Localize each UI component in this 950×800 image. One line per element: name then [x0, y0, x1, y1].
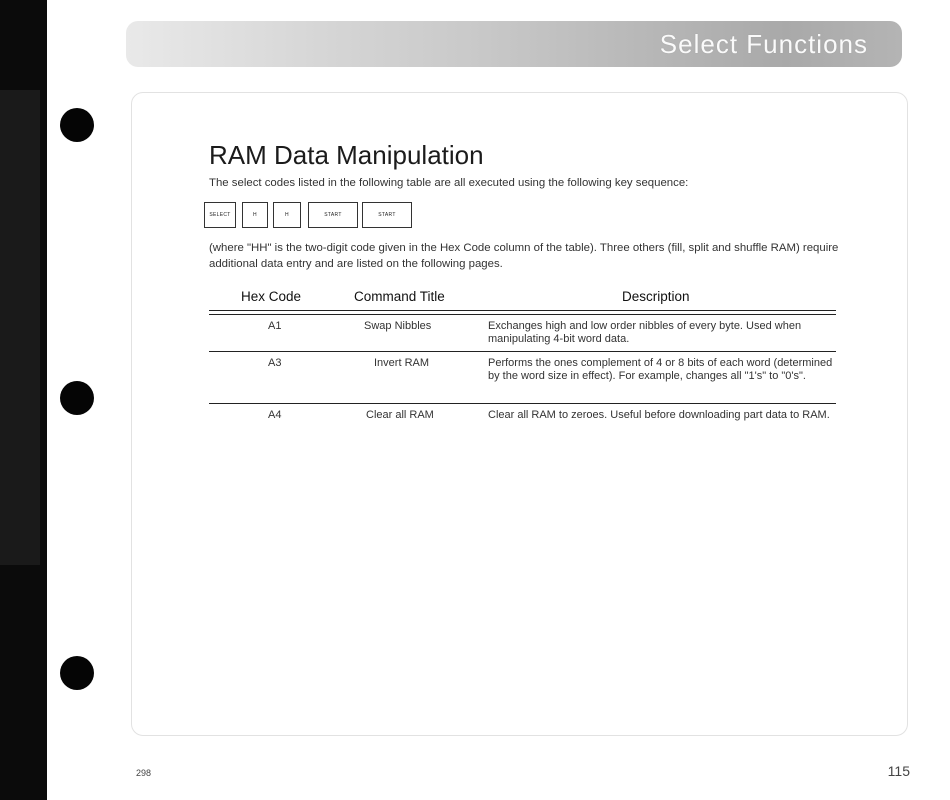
cell-title: Invert RAM	[374, 357, 430, 369]
table-rule	[209, 310, 836, 311]
row-divider	[209, 403, 836, 404]
table-rule	[209, 314, 836, 315]
page-heading: RAM Data Manipulation	[209, 140, 484, 170]
binder-hole	[60, 381, 94, 415]
binder-hole	[60, 656, 94, 690]
key-start: START	[308, 202, 358, 228]
cell-hex: A1	[268, 320, 282, 332]
key-h: H	[273, 202, 301, 228]
binding-margin	[0, 0, 47, 800]
row-divider	[209, 351, 836, 352]
cell-desc: Performs the ones complement of 4 or 8 bits of each word (determined by the word size in effect). For example, changes all "1's" to "0's".	[488, 357, 833, 382]
left-page-number: 298	[136, 768, 152, 778]
note-text: (where "HH" is the two-digit code given in the Hex Code column of the table). Three others (fill, split and shuffle RAM) require additional data entry and are listed on the following pages.	[209, 242, 839, 270]
key-start: START	[362, 202, 412, 228]
key-select: SELECT	[204, 202, 236, 228]
cell-hex: A3	[268, 357, 282, 369]
col-header-hex: Hex Code	[241, 289, 302, 304]
binder-hole	[60, 108, 94, 142]
cell-title: Clear all RAM	[366, 409, 434, 421]
cell-title: Swap Nibbles	[364, 320, 432, 332]
section-title: Select Functions	[659, 29, 868, 59]
cell-hex: A4	[268, 409, 282, 421]
col-header-title: Command Title	[354, 289, 445, 304]
cell-desc: Clear all RAM to zeroes. Useful before downloading part data to RAM.	[488, 409, 830, 421]
key-h: H	[242, 202, 268, 228]
page-number: 115	[887, 763, 910, 779]
section-banner	[126, 21, 902, 67]
cell-desc: Exchanges high and low order nibbles of every byte. Used when manipulating 4-bit word data.	[488, 320, 802, 345]
intro-text: The select codes listed in the following table are all executed using the following key sequence:	[209, 177, 689, 189]
col-header-desc: Description	[622, 289, 690, 304]
